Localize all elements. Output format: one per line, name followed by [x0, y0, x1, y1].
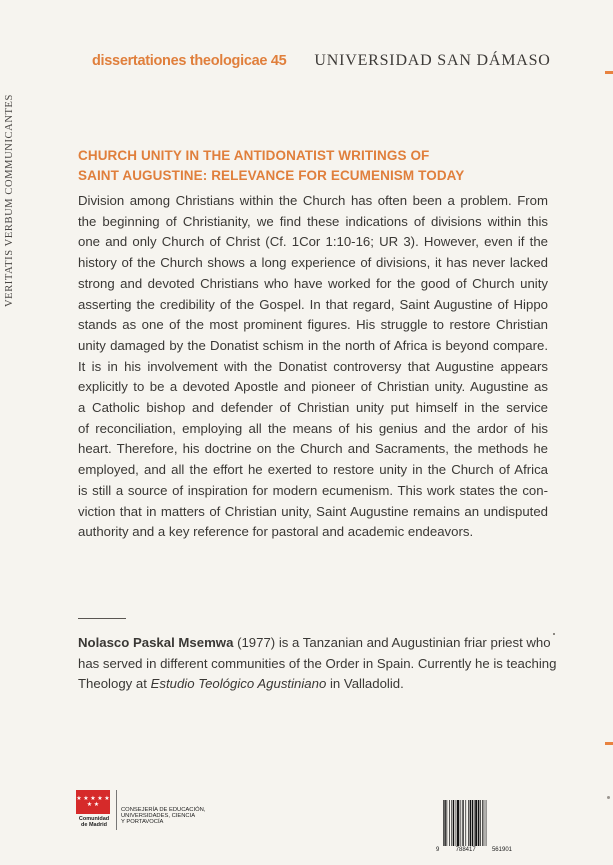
- comunidad-madrid-logo: [76, 790, 226, 830]
- logo-divider: [116, 790, 117, 830]
- bio-text: (1977) is a Tanzanian and Augustinian friar priest who: [233, 635, 551, 650]
- bio-line: [78, 633, 551, 654]
- abstract-line: stands as one of the most prominent figures. His struggle to restore Christian: [78, 317, 548, 333]
- series-title: dissertationes theologicae 45: [92, 53, 287, 69]
- barcode-bar: [457, 800, 459, 846]
- abstract-line: It is in his involvement with the Donatist controversy that Augustine appears: [78, 358, 548, 374]
- logo-dept-line: CONSEJERÍA DE EDUCACIÓN,: [121, 807, 206, 813]
- edge-dot: [607, 796, 610, 799]
- barcode-bar: [460, 800, 461, 846]
- abstract-text: [78, 191, 548, 543]
- abstract-line: authority and a key reference for pastoral and academic endeavors.: [78, 524, 474, 540]
- abstract-line: a Catholic bishop and defender of Christian unity put himself in the service: [78, 400, 548, 416]
- institution-name: Estudio Teológico Agustiniano: [150, 676, 327, 692]
- barcode-bar: [453, 800, 454, 846]
- book-title: [78, 146, 548, 186]
- abstract-line: history of the Church shows a long experience of divisions, it has never lacked: [78, 255, 548, 271]
- abstract-line: explicitly to be a devoted Apostle and pioneer of Christian unity. Augustine as: [78, 379, 548, 395]
- page-header: [92, 52, 551, 74]
- abstract-line: is still a source of inspiration for modern ecumenism. This work states the con-: [78, 482, 548, 498]
- barcode-bar: [472, 800, 473, 846]
- author-bio: [78, 633, 557, 695]
- abstract-line: heart. Therefore, his doctrine on the Church and Sacraments, the methods he: [78, 441, 548, 457]
- abstract-line: viction that in matters of Christian unity, Saint Augustine remains an undisputed: [78, 503, 548, 519]
- abstract-line: Division among Christians within the Church has often been a problem. From: [78, 193, 548, 208]
- barcode-bar: [451, 800, 452, 846]
- print-speck: [553, 633, 555, 635]
- logo-caption-line: Comunidad: [78, 816, 110, 822]
- barcode-bar: [443, 800, 444, 846]
- logo-department: [121, 807, 205, 826]
- barcode-bar: [456, 800, 457, 846]
- barcode-bar: [462, 800, 463, 846]
- logo-dept-line: Y PORTAVOCÍA: [121, 819, 164, 826]
- section-divider: [78, 618, 126, 619]
- edge-marker-top: [605, 71, 613, 74]
- bio-line: has served in different communities of the Order in Spain. Currently he is teaching: [78, 655, 557, 671]
- madrid-flag-icon: ★ ★ ★ ★ ★ ★ ★: [76, 790, 110, 814]
- barcode-bar: [444, 800, 445, 846]
- spine-motto: VERITATIS VERBUM COMMUNICANTES: [4, 94, 15, 308]
- edge-marker-bottom: [605, 742, 613, 745]
- abstract-line: the beginning of Christianity, we find these indications of divisions within this: [78, 213, 548, 229]
- abstract-line: strong and devoted Christians who have worked for the good of Church unity: [78, 275, 548, 291]
- barcode-digit: 9: [436, 847, 440, 853]
- abstract-line: of reconciliation, employing all the means of his genius and the ardor of his: [78, 420, 548, 436]
- barcode-bar: [449, 800, 450, 846]
- isbn-barcode: [436, 792, 512, 853]
- barcode-bar: [478, 800, 479, 846]
- barcode-bar: [447, 800, 448, 846]
- barcode-bar: [486, 800, 487, 846]
- barcode-bar: [474, 800, 475, 846]
- abstract-line: asserting the credibility of the Gospel. In that regard, Saint Augustine of Hippo: [78, 296, 548, 312]
- barcode-digits: [436, 847, 512, 853]
- logo-dept-line: UNIVERSIDADES, CIENCIA: [121, 813, 196, 820]
- abstract-line: unity damaged by the Donatist schism in the north of Africa is beyond compare.: [78, 337, 548, 353]
- bio-line: [78, 674, 548, 695]
- barcode-bars: [443, 800, 507, 846]
- logo-caption-line: de Madrid: [81, 822, 107, 828]
- barcode-bar: [463, 800, 464, 846]
- barcode-bar: [480, 800, 481, 846]
- barcode-digit-group: 561901: [491, 847, 512, 853]
- barcode-bar: [484, 800, 485, 846]
- publisher-name: UNIVERSIDAD SAN DÁMASO: [314, 52, 551, 69]
- logo-caption: [76, 816, 112, 828]
- barcode-bar: [465, 800, 466, 846]
- barcode-bar: [482, 800, 483, 846]
- abstract-line: one and only Church of Christ (Cf. 1Cor 1:10-16; UR 3). However, even if the: [78, 234, 548, 250]
- bio-text: Theology at: [78, 676, 151, 692]
- title-line: SAINT AUGUSTINE: RELEVANCE FOR ECUMENISM TODAY: [78, 168, 465, 183]
- title-line: CHURCH UNITY IN THE ANTIDONATIST WRITINGS OF: [78, 148, 430, 163]
- author-name: Nolasco Paskal Msemwa: [78, 635, 234, 650]
- barcode-bar: [475, 800, 477, 846]
- barcode-bar: [470, 800, 471, 846]
- abstract-line: employed, and all the effort he exerted to restore unity in the Church of Africa: [78, 462, 548, 478]
- barcode-digit-group: 788417: [455, 847, 476, 853]
- barcode-bar: [468, 800, 469, 846]
- bio-text: in Valladolid.: [326, 676, 404, 692]
